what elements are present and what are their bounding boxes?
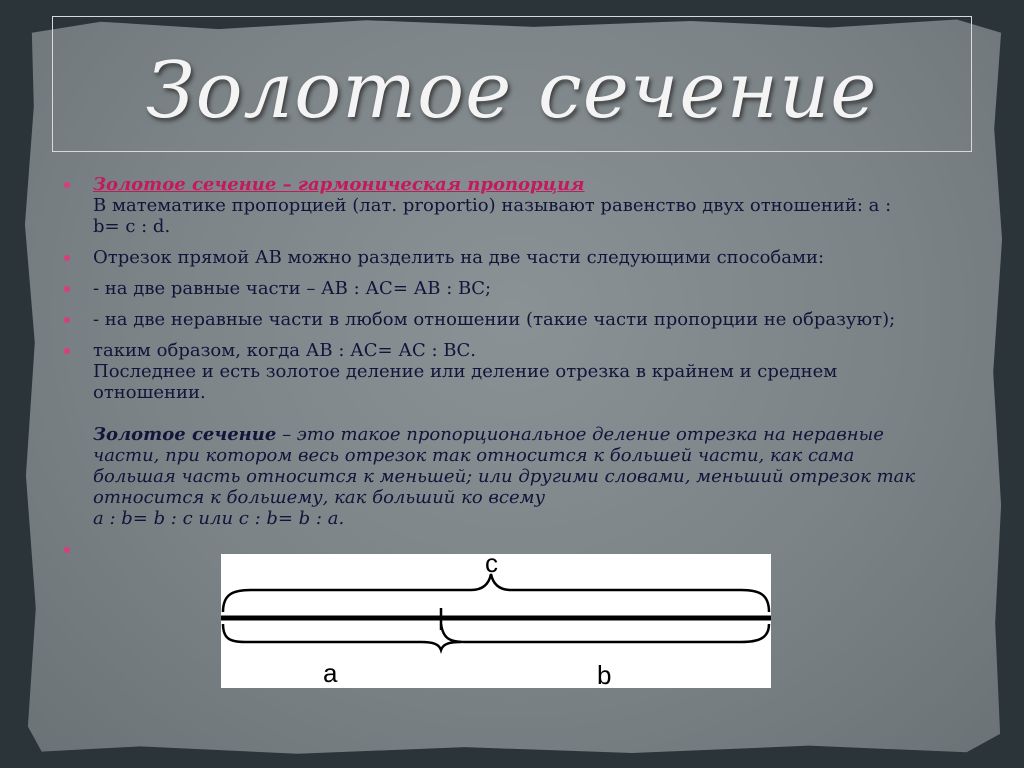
slide-title: Золотое сечение — [146, 46, 878, 136]
list-item — [62, 174, 962, 237]
label-b: b — [597, 660, 612, 688]
list-item-text: - на две равные части – АВ : АС= АВ : ВС; — [93, 278, 492, 299]
definition-line: относится к большему, как больший ко всему — [93, 487, 546, 508]
bullet-icon — [64, 317, 70, 323]
list-item-text: Отрезок прямой АВ можно разделить на две части следующими способами: — [93, 247, 825, 268]
golden-section-figure — [221, 554, 771, 688]
definition-line: – это такое пропорциональное деление отрезка на неравные — [276, 424, 884, 445]
bullet-icon — [64, 348, 70, 354]
list-item — [62, 340, 962, 529]
list-item-text: - на две неравные части в любом отношении (такие части пропорции не образуют); — [93, 309, 896, 330]
label-c: c — [485, 554, 498, 578]
segment-diagram — [221, 554, 771, 688]
list-item — [62, 247, 962, 268]
definition-line: части, при котором весь отрезок так относится к большей части, как сама — [93, 445, 855, 466]
list-item — [62, 278, 962, 299]
list-item-text: отношении. — [93, 382, 206, 403]
list-item — [62, 309, 962, 330]
label-a: a — [323, 658, 338, 688]
bullet-icon — [64, 255, 70, 261]
bullet-icon — [64, 547, 70, 553]
bullet-list — [62, 174, 962, 560]
bullet-icon — [64, 286, 70, 292]
bullet-icon — [64, 182, 70, 188]
definition-line: a : b= b : c или с : b= b : а. — [93, 508, 345, 529]
definition-line: большая часть относится к меньшей; или другими словами, меньший отрезок так — [93, 466, 916, 487]
definition-text — [93, 424, 962, 445]
list-item-text: таким образом, когда АВ : АС= АС : ВС. — [93, 340, 476, 361]
brace-b — [441, 624, 769, 642]
heading-link[interactable]: Золотое сечение – гармоническая пропорция — [93, 174, 585, 195]
list-item-text: Последнее и есть золотое деление или деление отрезка в крайнем и среднем — [93, 361, 838, 382]
list-item-text: b= c : d. — [93, 216, 171, 237]
brace-c — [223, 574, 769, 612]
list-item-text: В математике пропорцией (лат. proportio) называют равенство двух отношений: a : — [93, 195, 892, 216]
definition-term: Золотое сечение — [93, 424, 277, 445]
brace-a — [223, 624, 461, 650]
